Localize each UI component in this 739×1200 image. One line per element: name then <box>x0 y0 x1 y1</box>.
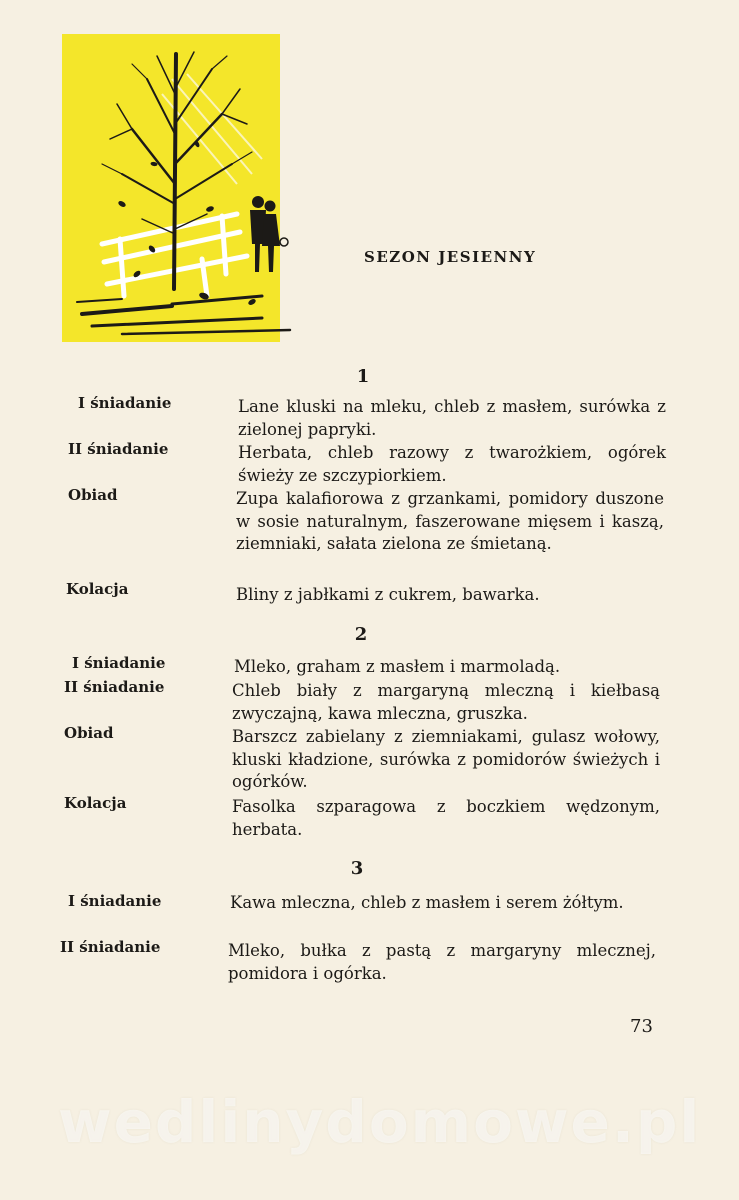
meal-label: I śniadanie <box>72 654 166 672</box>
meal-label: II śniadanie <box>64 678 165 696</box>
watermark: wedlinydomowe.pl <box>58 1088 702 1156</box>
meal-text: Chleb biały z margaryną mleczną i kiełbasą zwyczajną, kawa mleczna, gruszka. <box>232 681 660 723</box>
meal-text: Mleko, graham z masłem i marmoladą. <box>234 657 561 676</box>
page-number: 73 <box>630 1016 653 1037</box>
meal-label: II śniadanie <box>68 440 169 458</box>
autumn-tree-couple-bench-icon <box>62 34 292 344</box>
day-number: 1 <box>356 366 370 387</box>
meal-text: Lane kluski na mleku, chleb z masłem, surówka z zielonej papryki. <box>238 397 666 439</box>
day-number: 3 <box>350 858 364 879</box>
meal-text: Zupa kalafiorowa z grzankami, pomidory duszone w sosie naturalnym, faszerowane mięsem i kaszą, ziemniaki, sałata zielona ze śmietaną. <box>236 489 664 553</box>
meal-text: Barszcz zabielany z ziemniakami, gulasz wołowy, kluski kładzione, surówka z pomidorów świeżych i ogórków. <box>232 727 660 791</box>
meal-label: Kolacja <box>66 580 129 598</box>
meal-label: I śniadanie <box>78 394 172 412</box>
meal-label: Obiad <box>68 486 118 504</box>
day-number: 2 <box>354 624 368 645</box>
meal-label: Kolacja <box>64 794 127 812</box>
meal-text: Fasolka szparagowa z boczkiem wędzonym, herbata. <box>232 797 660 839</box>
meal-text: Bliny z jabłkami z cukrem, bawarka. <box>236 585 540 604</box>
meal-text: Kawa mleczna, chleb z masłem i serem żółtym. <box>230 893 624 912</box>
meal-text: Mleko, bułka z pastą z margaryny mlecznej, pomidora i ogórka. <box>228 941 656 983</box>
meal-text: Herbata, chleb razowy z twarożkiem, ogórek świeży ze szczypiorkiem. <box>238 443 666 485</box>
section-title: SEZON JESIENNY <box>364 248 537 266</box>
meal-label: I śniadanie <box>68 892 162 910</box>
meal-label: Obiad <box>64 724 114 742</box>
meal-label: II śniadanie <box>60 938 161 956</box>
